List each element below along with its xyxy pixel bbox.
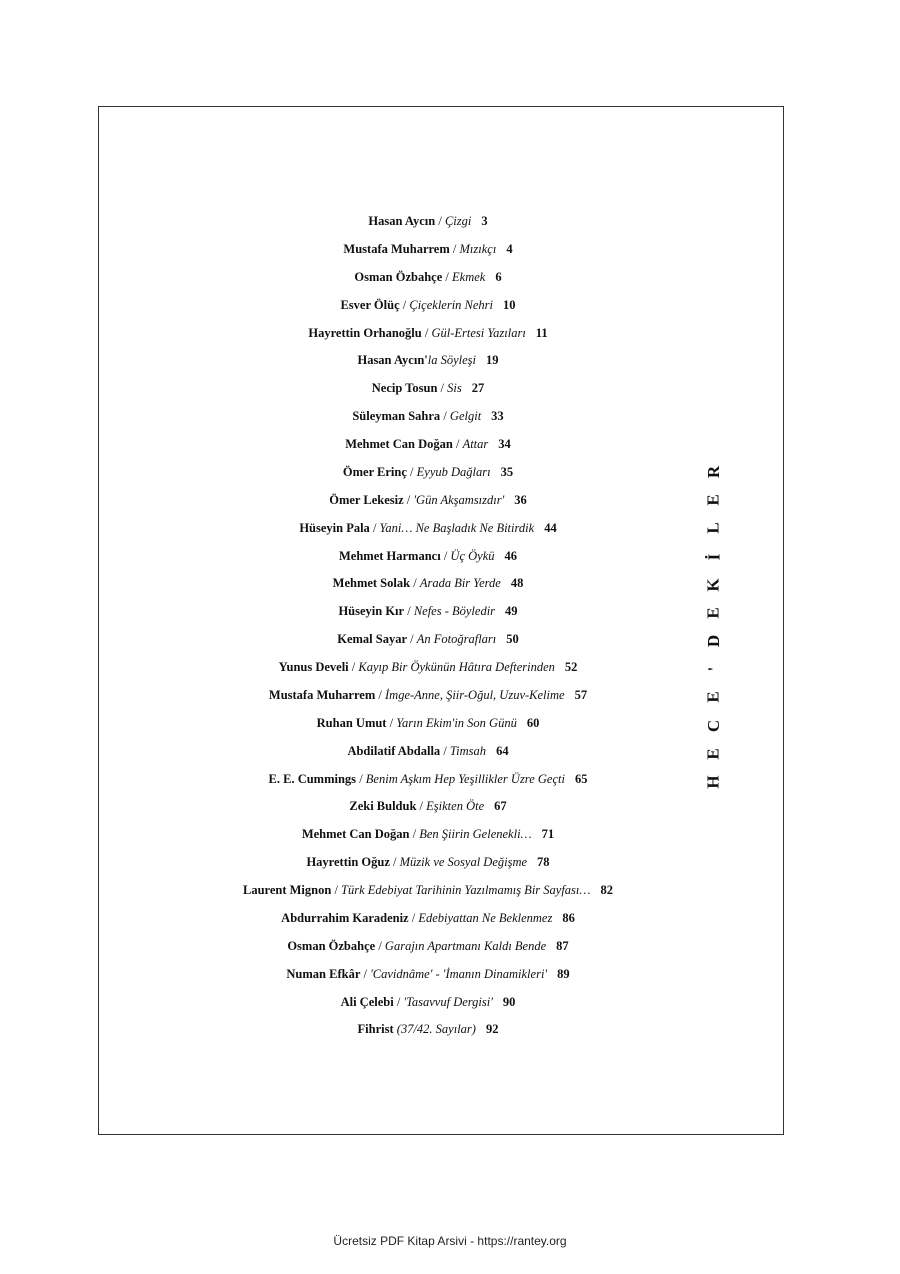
- toc-entry: [98, 543, 758, 571]
- toc-title: Çiçeklerin Nehri: [409, 297, 494, 312]
- toc-page-number: 92: [485, 1022, 499, 1037]
- toc-separator: /: [331, 883, 342, 897]
- toc-entry: [98, 766, 758, 794]
- toc-entry: [98, 905, 758, 933]
- toc-author: Ali Çelebi: [340, 994, 394, 1009]
- toc-author: E. E. Cummings: [268, 771, 357, 786]
- toc-page-number: 89: [557, 966, 570, 981]
- toc-separator: /: [348, 660, 359, 674]
- toc-page-number: 86: [562, 910, 575, 925]
- toc-author: Osman Özbahçe: [354, 269, 443, 284]
- toc-title: Gül-Ertesi Yazıları: [431, 325, 526, 340]
- toc-separator: /: [375, 687, 385, 702]
- toc-entry: [98, 375, 758, 403]
- toc-author: Hayrettin Orhanoğlu: [308, 325, 422, 340]
- toc-separator: /: [452, 437, 463, 451]
- toc-separator: /: [440, 743, 450, 758]
- toc-entry: [98, 682, 758, 710]
- toc-title: Timsah: [449, 743, 487, 758]
- toc-separator: /: [360, 966, 371, 981]
- toc-author: Ruhan Umut: [316, 715, 387, 730]
- toc-author: Necip Tosun: [371, 381, 438, 396]
- toc-entry: [98, 320, 758, 348]
- toc-entry: [98, 598, 758, 626]
- toc-entry: [98, 570, 758, 598]
- toc-title: İmge-Anne, Şiir-Oğul, Uzuv-Kelime: [385, 687, 565, 702]
- vertical-heading-letter: D: [704, 634, 723, 648]
- vertical-heading-letter: E: [704, 607, 723, 619]
- toc-separator: /: [410, 576, 420, 591]
- vertical-heading-letter: E: [704, 691, 723, 704]
- toc-entry: [98, 738, 758, 766]
- toc-title: Benim Aşkım Hep Yeşillikler Üzre Geçti: [365, 771, 565, 786]
- toc-page-number: 87: [556, 938, 569, 953]
- toc-separator: /: [393, 994, 404, 1009]
- toc-page-number: 46: [504, 548, 517, 563]
- toc-separator: /: [406, 464, 417, 479]
- toc-page-number: 44: [544, 520, 557, 535]
- toc-entry: [98, 487, 758, 515]
- toc-title: 'Cavidnâme' - 'İmanın Dinamikleri': [370, 966, 548, 981]
- toc-title: 'Tasavvuf Dergisi': [403, 994, 493, 1009]
- toc-page-number: 48: [510, 576, 524, 591]
- toc-title: Yani… Ne Başladık Ne Bitirdik: [379, 520, 535, 535]
- toc-author: Hasan Aycın': [357, 353, 428, 368]
- toc-title: Kayıp Bir Öykünün Hâtıra Defterinden: [358, 660, 555, 674]
- toc-page-number: 78: [537, 855, 550, 870]
- toc-entry: [98, 515, 758, 543]
- toc-author: Hayrettin Oğuz: [306, 855, 390, 870]
- toc-author: Hüseyin Pala: [299, 520, 370, 535]
- toc-separator: /: [440, 548, 451, 563]
- vertical-heading: [702, 462, 726, 792]
- table-of-contents: [98, 208, 758, 1044]
- toc-entry: [98, 1016, 758, 1044]
- toc-entry: [98, 403, 758, 431]
- toc-entry: [98, 459, 758, 487]
- toc-entry: [98, 989, 758, 1017]
- toc-author: Mustafa Muharrem: [343, 241, 450, 256]
- toc-page-number: 57: [574, 687, 588, 702]
- toc-author: Mehmet Solak: [332, 576, 411, 591]
- toc-page-number: 35: [500, 464, 514, 479]
- toc-separator: /: [403, 492, 414, 507]
- toc-page-number: 50: [506, 632, 519, 647]
- toc-author: Mehmet Harmancı: [338, 548, 441, 563]
- toc-separator: /: [449, 241, 460, 256]
- vertical-heading-letter: H: [703, 775, 723, 789]
- toc-title: Ben Şiirin Gelenekli…: [419, 827, 532, 842]
- toc-title: Eşikten Öte: [426, 799, 485, 814]
- toc-author: Abdilatif Abdalla: [347, 743, 441, 758]
- toc-page-number: 36: [514, 492, 527, 507]
- toc-page-number: 82: [600, 883, 614, 897]
- toc-entry: [98, 793, 758, 821]
- toc-title: (37/42. Sayılar): [396, 1022, 476, 1037]
- toc-separator: /: [440, 409, 450, 424]
- toc-page-number: 6: [495, 269, 502, 284]
- toc-page-number: 11: [535, 325, 548, 340]
- toc-entry: [98, 292, 758, 320]
- toc-page-number: 27: [471, 381, 485, 396]
- vertical-heading-letter: ': [703, 666, 723, 672]
- toc-author: Mehmet Can Doğan: [345, 437, 453, 451]
- toc-separator: /: [408, 910, 419, 925]
- vertical-heading-letter: R: [704, 465, 723, 479]
- toc-page-number: 19: [486, 353, 499, 368]
- toc-author: Ömer Lekesiz: [329, 492, 404, 507]
- toc-entry: [98, 849, 758, 877]
- toc-separator: /: [404, 604, 414, 619]
- toc-author: Süleyman Sahra: [352, 409, 441, 424]
- toc-entry: [98, 821, 758, 849]
- toc-page-number: 71: [541, 827, 555, 842]
- toc-author: Osman Özbahçe: [287, 938, 376, 953]
- toc-page-number: 3: [481, 214, 488, 228]
- toc-separator: /: [389, 855, 400, 870]
- toc-title: Çizgi: [444, 214, 472, 228]
- toc-entry: [98, 933, 758, 961]
- toc-page-number: 65: [574, 771, 588, 786]
- toc-author: Fihrist: [357, 1022, 394, 1037]
- toc-page-number: 49: [505, 604, 518, 619]
- toc-page-number: 64: [496, 743, 509, 758]
- toc-separator: /: [369, 520, 380, 535]
- vertical-heading-letter: E: [704, 748, 723, 760]
- toc-separator: /: [442, 269, 453, 284]
- toc-author: Esver Ölüç: [340, 297, 400, 312]
- toc-entry: [98, 264, 758, 292]
- toc-separator: /: [407, 632, 417, 647]
- toc-title: 'Gün Akşamsızdır': [413, 492, 505, 507]
- toc-title: Sis: [447, 381, 462, 396]
- toc-title: Gelgit: [449, 409, 482, 424]
- toc-author: Mustafa Muharrem: [268, 687, 376, 702]
- toc-separator: /: [435, 214, 445, 228]
- toc-entry: [98, 626, 758, 654]
- toc-page-number: 67: [494, 799, 507, 814]
- toc-title: Yarın Ekim'in Son Günü: [396, 715, 517, 730]
- toc-entry: [98, 208, 758, 236]
- toc-author: Kemal Sayar: [337, 632, 408, 647]
- vertical-heading-letter: L: [704, 522, 723, 535]
- toc-entry: [98, 431, 758, 459]
- toc-author: Hüseyin Kır: [338, 604, 405, 619]
- toc-title: Türk Edebiyat Tarihinin Yazılmamış Bir Sayfası…: [341, 883, 591, 897]
- vertical-heading-letter: E: [704, 494, 723, 506]
- toc-separator: /: [399, 297, 410, 312]
- toc-title: Edebiyattan Ne Beklenmez: [418, 910, 553, 925]
- toc-entry: [98, 710, 758, 738]
- toc-author: Ömer Erinç: [342, 464, 407, 479]
- toc-author: Numan Efkâr: [286, 966, 361, 981]
- toc-author: Mehmet Can Doğan: [301, 827, 410, 842]
- toc-author: Laurent Mignon: [242, 883, 332, 897]
- toc-separator: /: [375, 938, 385, 953]
- toc-title: Garajın Apartmanı Kaldı Bende: [384, 938, 547, 953]
- toc-separator: /: [386, 715, 397, 730]
- toc-page-number: 4: [506, 241, 513, 256]
- toc-separator: /: [356, 771, 366, 786]
- toc-separator: /: [409, 827, 420, 842]
- toc-title: Üç Öykü: [450, 548, 495, 563]
- toc-page-number: 90: [502, 994, 516, 1009]
- toc-title: Arada Bir Yerde: [419, 576, 501, 591]
- vertical-heading-letter: C: [704, 719, 723, 732]
- toc-title: Nefes - Böyledir: [413, 604, 496, 619]
- toc-page-number: 10: [503, 297, 516, 312]
- toc-title: Müzik ve Sosyal Değişme: [399, 855, 528, 870]
- vertical-heading-letter: İ: [704, 553, 723, 560]
- toc-separator: /: [437, 381, 448, 396]
- toc-author: Abdurrahim Karadeniz: [281, 910, 409, 925]
- vertical-heading-letter: K: [703, 578, 723, 592]
- toc-page-number: 52: [564, 660, 578, 674]
- toc-page-number: 33: [491, 409, 504, 424]
- toc-entry: [98, 236, 758, 264]
- toc-title: Ekmek: [452, 269, 486, 284]
- toc-author: Zeki Bulduk: [349, 799, 417, 814]
- toc-separator: /: [421, 325, 432, 340]
- toc-page-number: 60: [526, 715, 540, 730]
- toc-title: Eyyub Dağları: [416, 464, 491, 479]
- toc-entry: [98, 877, 758, 905]
- toc-entry: [98, 654, 758, 682]
- toc-entry: [98, 961, 758, 989]
- toc-separator: /: [416, 799, 427, 814]
- toc-author: Hasan Aycın: [368, 214, 436, 228]
- toc-author: Yunus Develi: [278, 660, 349, 674]
- toc-title: An Fotoğrafları: [416, 632, 497, 647]
- footer-text: Ücretsiz PDF Kitap Arsivi - https://rantey.org: [333, 1234, 567, 1248]
- toc-title: Attar: [462, 437, 489, 451]
- toc-page-number: 34: [498, 437, 511, 451]
- toc-title: la Söyleşi: [427, 353, 477, 368]
- toc-title: Mızıkçı: [459, 241, 497, 256]
- toc-entry: [98, 347, 758, 375]
